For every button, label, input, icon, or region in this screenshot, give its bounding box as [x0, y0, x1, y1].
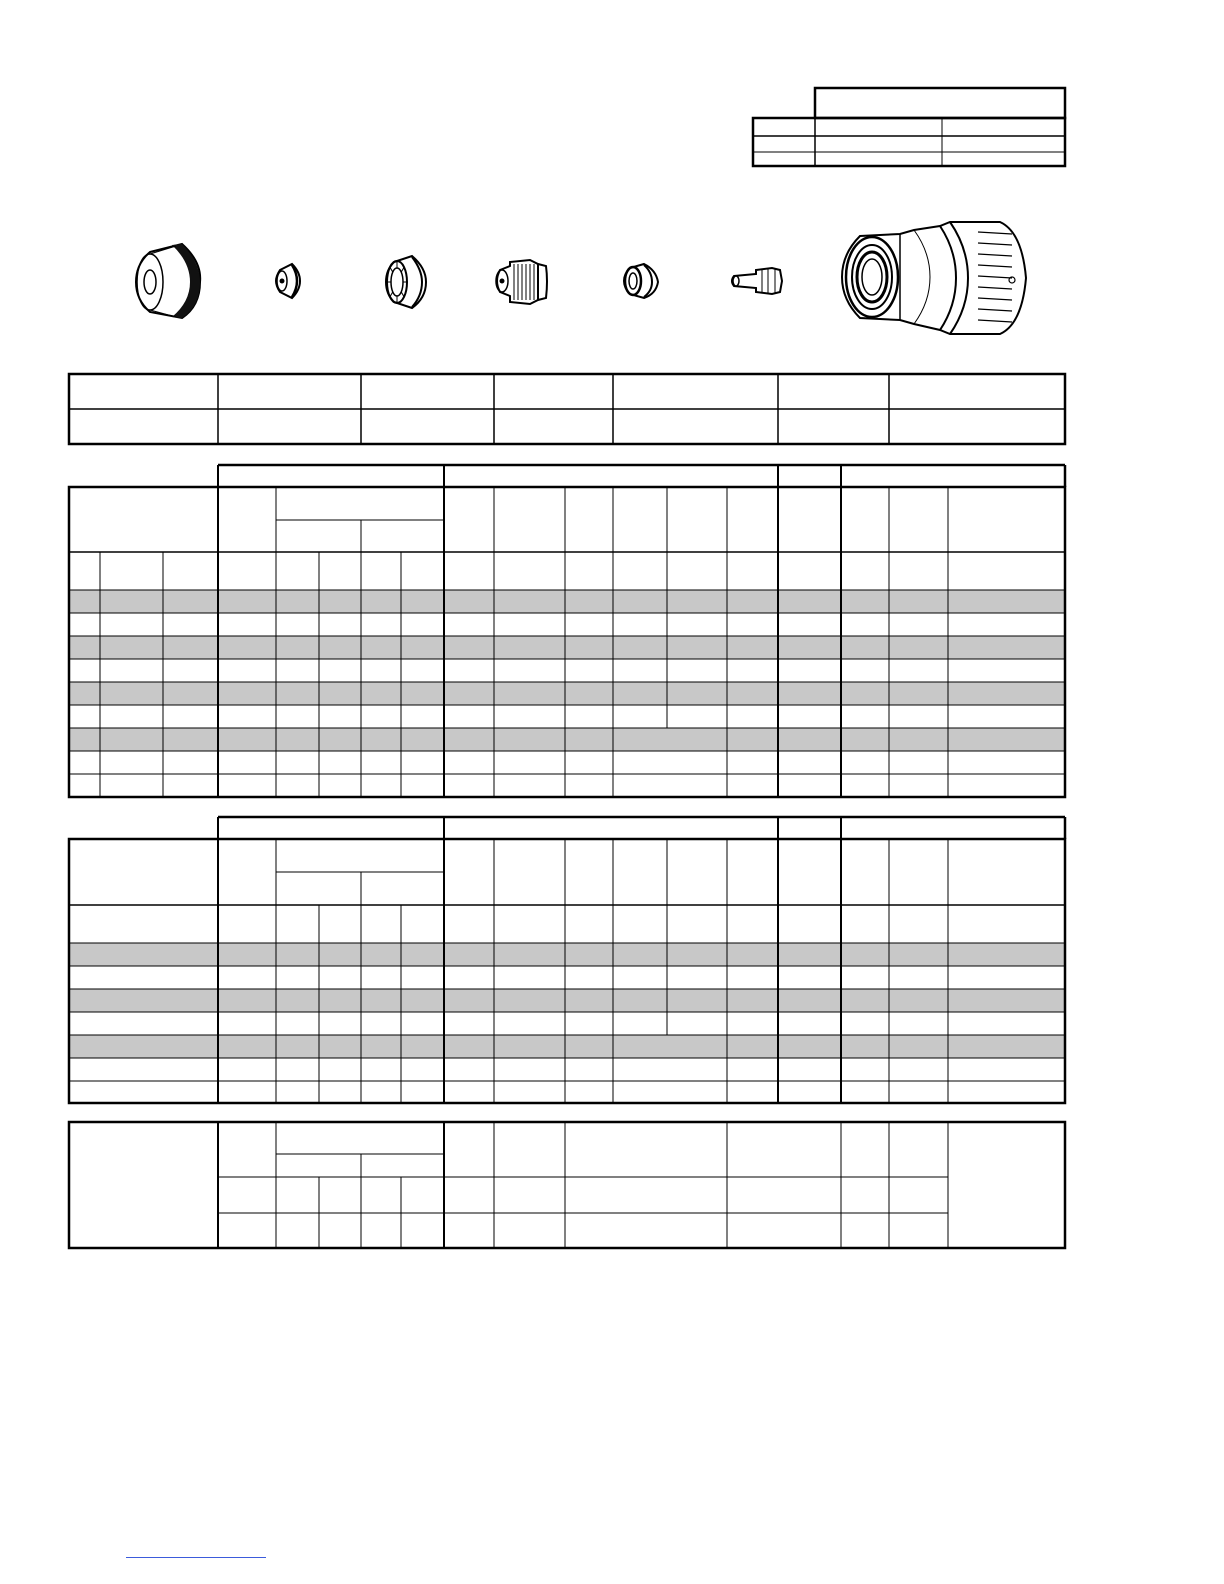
footer-link-underline[interactable] — [126, 1557, 266, 1558]
header-table — [753, 88, 1065, 166]
summary-table — [69, 1122, 1065, 1248]
cut-chart-1 — [69, 465, 1065, 797]
header-table-body — [753, 118, 1065, 166]
nozzle-retaining-cap-icon — [496, 260, 547, 304]
inner-retaining-ring-icon — [624, 264, 658, 298]
nozzle-small-icon — [276, 264, 300, 298]
shield-cap-icon — [136, 244, 200, 318]
swirl-ring-icon — [386, 256, 426, 308]
electrode-icon — [732, 268, 782, 294]
header-table-title-cell — [815, 88, 1065, 118]
consumable-parts-row — [136, 222, 1026, 334]
cut-chart-2 — [69, 817, 1065, 1103]
torch-body-icon — [842, 222, 1026, 334]
consumables-table — [69, 374, 1065, 444]
